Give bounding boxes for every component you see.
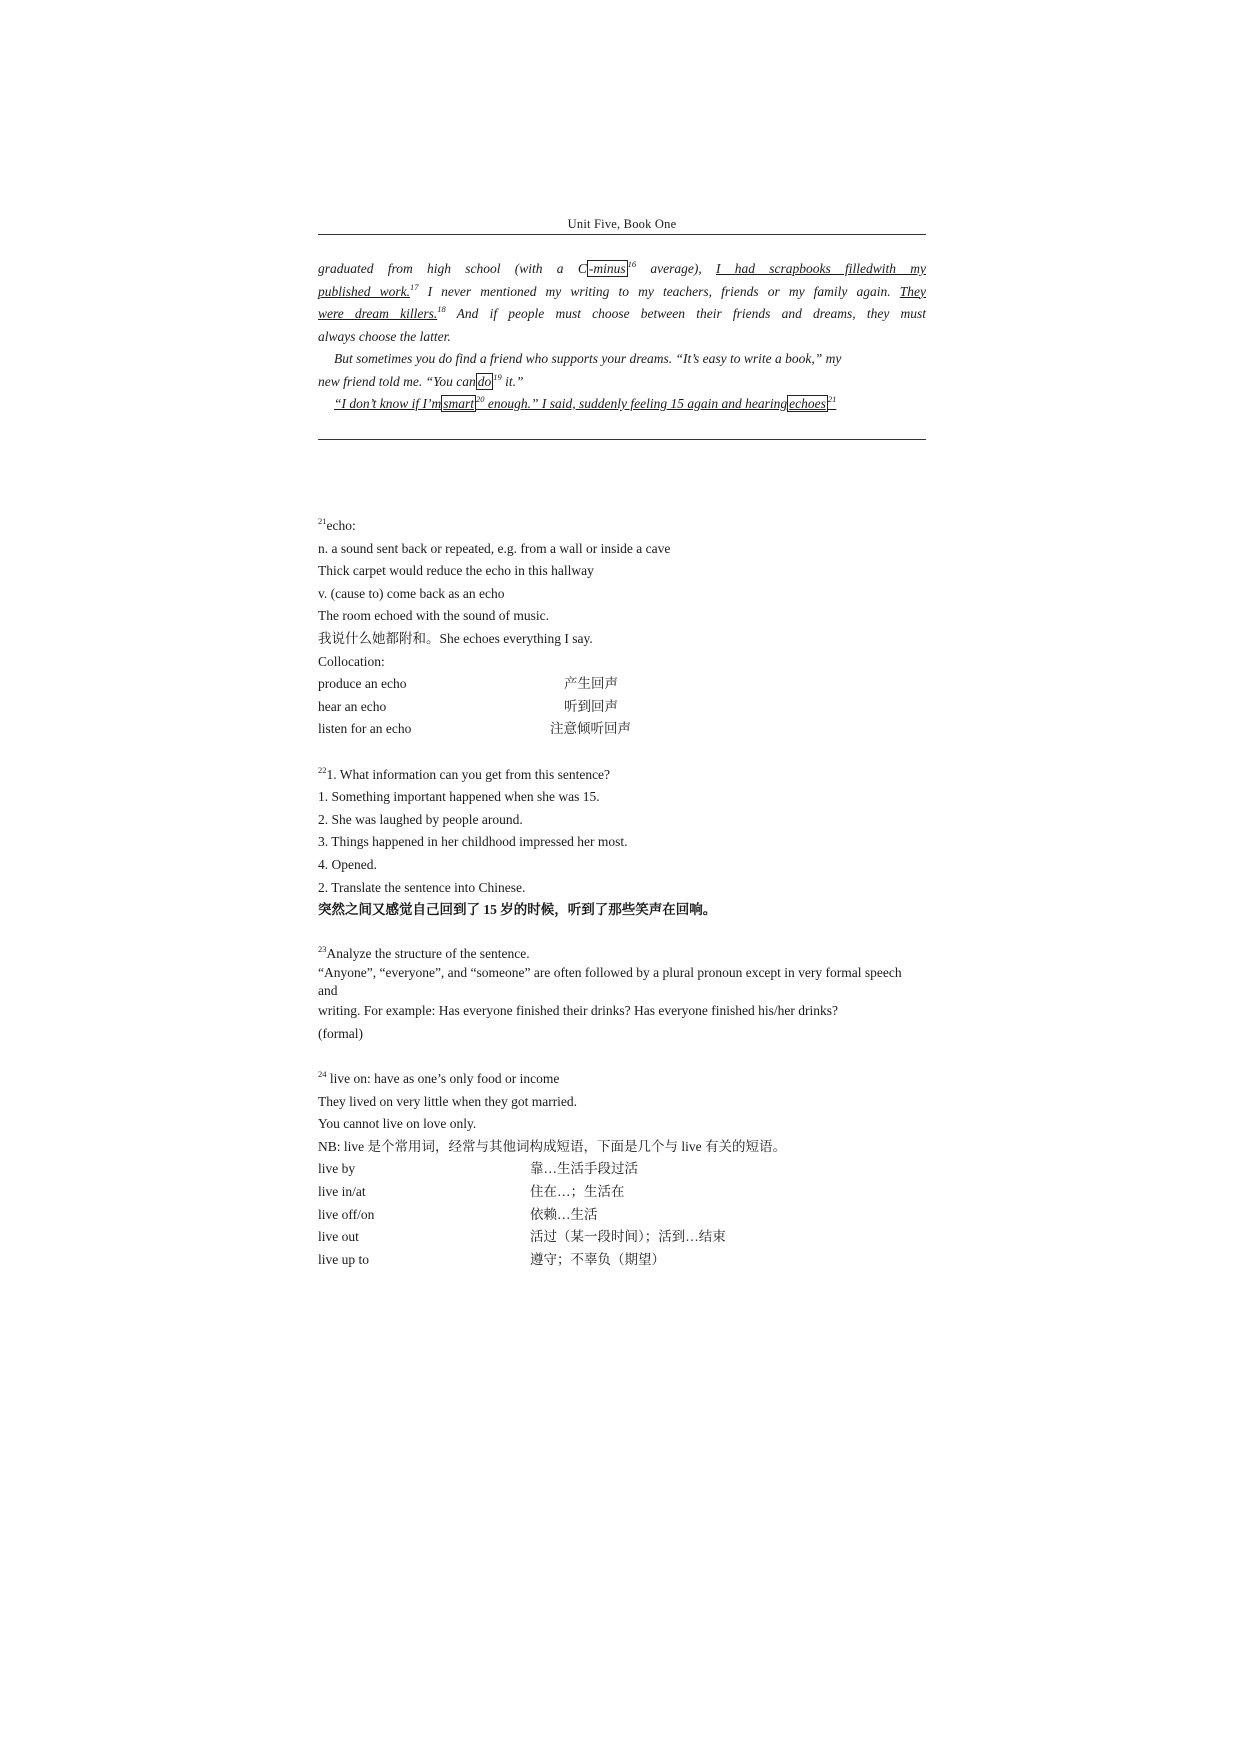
footnote-heading: Analyze the structure of the sentence. bbox=[326, 946, 530, 962]
footnote-23-title bbox=[318, 944, 928, 964]
underlined-sentence-18-cont: were dream killers. bbox=[318, 306, 438, 321]
passage-text: And if people must choose between their friends and dreams, they must bbox=[445, 306, 927, 321]
passage-text: new friend told me. “You can bbox=[318, 373, 476, 389]
footnote-option: 1. Something important happened when she was 15. bbox=[318, 789, 600, 805]
passage-text: it.” bbox=[501, 373, 524, 389]
footnote-number: 22 bbox=[318, 764, 327, 775]
footnote-line: Thick carpet would reduce the echo in this hallway bbox=[318, 563, 594, 579]
passage-line: always choose the latter. bbox=[318, 328, 451, 344]
footnote-option: 3. Things happened in her childhood impressed her most. bbox=[318, 834, 628, 850]
footnote-ref-18[interactable]: 18 bbox=[437, 304, 446, 314]
passage-line bbox=[318, 281, 926, 304]
phrase-en: live up to bbox=[318, 1251, 369, 1267]
footnote-line: “Anyone”, “everyone”, and “someone” are often followed by a plural pronoun except in very formal speech and bbox=[318, 965, 902, 999]
phrase-cn: 依赖…生活 bbox=[530, 1206, 598, 1222]
phrase-cn: 活过（某一段时间）；活到…结束 bbox=[530, 1229, 726, 1245]
phrase-row bbox=[318, 1181, 928, 1204]
phrase-cn: 住在…；生活在 bbox=[530, 1184, 625, 1200]
underlined-sentence-17: I had scrapbooks filledwith my bbox=[715, 261, 926, 276]
footnote-ref-16[interactable]: 16 bbox=[627, 259, 637, 269]
footnote-number: 21 bbox=[318, 516, 327, 526]
glossed-word-19[interactable]: do bbox=[477, 373, 492, 389]
collocation-en: listen for an echo bbox=[318, 721, 412, 737]
passage-text: “I don’t know if I’m bbox=[334, 396, 442, 411]
phrase-en: live by bbox=[318, 1161, 356, 1177]
collocation-row bbox=[318, 718, 928, 741]
footnote-21-title bbox=[318, 515, 928, 538]
passage-line bbox=[318, 393, 926, 416]
footnote-number: 24 bbox=[318, 1069, 327, 1080]
phrase-row bbox=[318, 1158, 928, 1181]
passage-text: enough.” I said, suddenly feeling 15 again and hearing bbox=[484, 396, 788, 411]
footnote-line: writing. For example: Has everyone finished their drinks? Has everyone finished his/her drinks? bbox=[318, 1003, 838, 1019]
footnote-note: NB: live 是个常用词，经常与其他词构成短语，下面是几个与 live 有关的短语。 bbox=[318, 1138, 786, 1154]
footnote-24-title bbox=[318, 1068, 928, 1091]
passage-line bbox=[318, 371, 926, 394]
collocation-en: produce an echo bbox=[318, 676, 407, 692]
footnotes-section bbox=[318, 515, 928, 1271]
passage-text: average), bbox=[636, 261, 716, 276]
footnote-question: 1. What information can you get from this sentence? bbox=[326, 766, 611, 782]
footnote-heading: echo: bbox=[326, 518, 356, 533]
footnote-ref-17[interactable]: 17 bbox=[409, 281, 419, 292]
underlined-sentence-18: They bbox=[899, 283, 926, 299]
phrase-row bbox=[318, 1226, 928, 1249]
passage-rule bbox=[318, 439, 926, 440]
footnote-ref-20[interactable]: 20 bbox=[476, 394, 485, 404]
collocation-en: hear an echo bbox=[318, 698, 387, 714]
collocation-cn: 注意倾听回声 bbox=[550, 721, 631, 737]
passage-line bbox=[318, 258, 926, 281]
collocation-row bbox=[318, 673, 928, 696]
footnote-line: (formal) bbox=[318, 1025, 363, 1041]
footnote-ref-19[interactable]: 19 bbox=[493, 371, 502, 382]
footnote-line: You cannot live on love only. bbox=[318, 1116, 477, 1132]
footnote-question: 2. Translate the sentence into Chinese. bbox=[318, 879, 526, 895]
collocation-cn: 产生回声 bbox=[564, 676, 618, 692]
footnote-line: Collocation: bbox=[318, 653, 385, 669]
footnote-number: 23 bbox=[318, 944, 327, 955]
footnote-ref-21[interactable]: 21 bbox=[827, 394, 837, 404]
page-header-title: Unit Five, Book One bbox=[567, 217, 677, 231]
footnote-option: 2. She was laughed by people around. bbox=[318, 811, 523, 827]
glossed-word-21[interactable]: echoes bbox=[789, 396, 826, 411]
collocation-cn: 听到回声 bbox=[564, 698, 618, 714]
footnote-line: 我说什么她都附和。She echoes everything I say. bbox=[318, 630, 593, 646]
phrase-cn: 靠…生活手段过活 bbox=[530, 1161, 638, 1177]
phrase-cn: 遵守；不辜负（期望） bbox=[530, 1251, 665, 1267]
footnote-line: They lived on very little when they got married. bbox=[318, 1093, 578, 1109]
passage-line bbox=[318, 303, 926, 326]
glossed-word-20[interactable]: smart bbox=[443, 396, 475, 411]
passage-text: graduated from high school (with a C bbox=[318, 261, 587, 276]
phrase-en: live in/at bbox=[318, 1184, 366, 1200]
phrase-row bbox=[318, 1249, 928, 1272]
phrase-en: live out bbox=[318, 1229, 359, 1245]
footnote-line: The room echoed with the sound of music. bbox=[318, 608, 549, 624]
passage-text: I never mentioned my writing to my teachers, friends or my family again. bbox=[418, 283, 900, 299]
passage-line: But sometimes you do find a friend who supports your dreams. “It’s easy to write a book,” my bbox=[334, 351, 842, 366]
underlined-sentence-17-cont: published work. bbox=[318, 283, 410, 299]
glossed-word-16[interactable]: -minus bbox=[588, 261, 626, 276]
footnote-22-title bbox=[318, 764, 928, 787]
collocation-row bbox=[318, 696, 928, 719]
footnote-line: n. a sound sent back or repeated, e.g. from a wall or inside a cave bbox=[318, 540, 671, 556]
reading-passage bbox=[318, 258, 926, 416]
phrase-row bbox=[318, 1204, 928, 1227]
footnote-option: 4. Opened. bbox=[318, 856, 377, 872]
footnote-line: v. (cause to) come back as an echo bbox=[318, 585, 505, 601]
phrase-en: live off/on bbox=[318, 1206, 375, 1222]
translation-answer: 突然之间又感觉自己回到了 15 岁的时候，听到了那些笑声在回响。 bbox=[318, 902, 717, 918]
header-rule bbox=[318, 234, 926, 235]
footnote-heading: live on: have as one’s only food or income bbox=[326, 1071, 560, 1087]
